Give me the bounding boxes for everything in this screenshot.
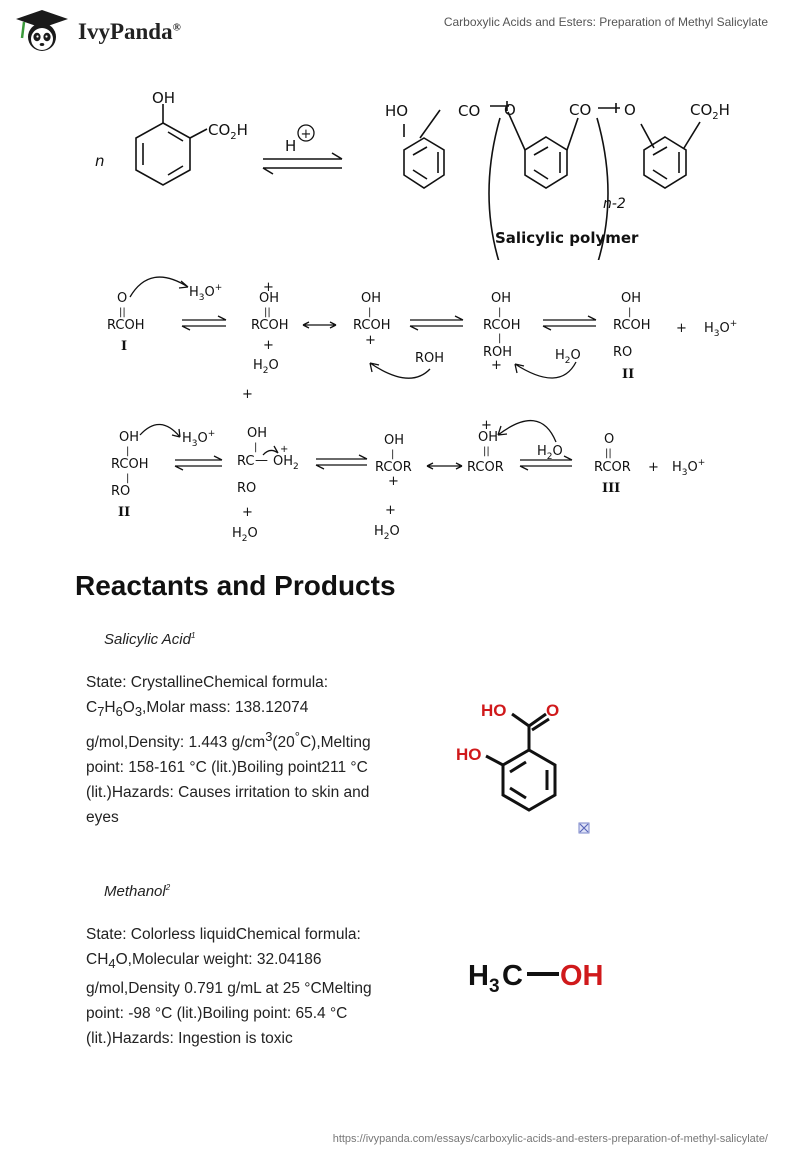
svg-text:OH: OH (478, 430, 499, 445)
svg-text:|: | (254, 442, 258, 453)
svg-text:HO: HO (481, 701, 507, 720)
methanol-oh: OH (560, 960, 604, 992)
svg-text:H3O+: $H_3O^+$ (672, 458, 706, 478)
svg-text:CO2H: $CO_2H$ (208, 121, 248, 142)
compound-name-methanol: Methanol$^2$ (104, 883, 171, 900)
svg-text:+: + (676, 321, 687, 336)
svg-text:|: | (498, 333, 502, 344)
brand-logo[interactable] (14, 8, 204, 54)
svg-text:+: + (365, 333, 376, 348)
svg-text:RCOH: RCOH (483, 318, 521, 333)
svg-text:+: + (242, 387, 253, 402)
svg-text:OH: OH (361, 291, 382, 306)
salicylic-polymer-scheme (0, 80, 800, 260)
panda-logo-icon (14, 8, 74, 54)
svg-text:+: + (280, 444, 289, 455)
svg-text:OH: OH (119, 430, 140, 445)
svg-text:CO: CO (458, 102, 481, 120)
svg-text:OH: OH (259, 291, 280, 306)
svg-text:O: O (546, 701, 560, 720)
svg-text:OH: OH (621, 291, 642, 306)
source-url[interactable]: https://ivypanda.com/essays/carboxylic-acids-and-esters-preparation-of-methyl-salicylate/ (332, 1133, 768, 1145)
compound-description-salicylic-acid: State: CrystallineChemical formula: $C_7H_6O_3,Molar$ mass: 138.12074 g/mol,Density: 1.443 $g/cm^3(20^\circ C),Melting$ point: 158-161 °C (lit.)Boiling point211 °C (lit.)Hazards: Causes irritation to skin and eyes (86, 674, 371, 827)
methanol-h-count: 3 (489, 976, 500, 997)
svg-text:RO: RO (111, 484, 131, 499)
svg-text:RCOH: RCOH (353, 318, 391, 333)
svg-text:O: O (504, 101, 516, 119)
svg-text:|: | (368, 307, 372, 318)
svg-text:|: | (498, 307, 502, 318)
svg-text:RO: RO (237, 481, 257, 496)
svg-text:|: | (126, 473, 130, 484)
svg-text:+: + (263, 280, 274, 295)
svg-text:H3O+: $H_3O^+$ (189, 283, 223, 303)
svg-text:RCOH: RCOH (107, 318, 145, 333)
svg-text:|: | (391, 449, 395, 460)
svg-text:||: || (483, 446, 490, 457)
svg-text:||: || (264, 307, 271, 318)
svg-text:RCOH: RCOH (111, 457, 149, 472)
svg-text:+: + (300, 127, 312, 142)
monomer-coefficient: n (95, 152, 105, 170)
salicylic-acid-structure (440, 690, 600, 840)
svg-text:OH: OH (152, 89, 176, 107)
svg-text:+: + (388, 474, 399, 489)
svg-text:H2O: $H_2O$ (232, 526, 258, 544)
compound-name-salicylic-acid: Salicylic Acid$^1$ (104, 631, 196, 648)
svg-text:H3O+: $H_3O^+$ (704, 319, 738, 339)
svg-text:CO2H: $CO_2H$ (690, 101, 730, 122)
broken-image-icon (577, 821, 591, 835)
panda-nose (40, 43, 45, 46)
repeat-count-label: n-2 (603, 196, 626, 212)
svg-text:OH: OH (247, 426, 268, 441)
svg-text:RCOR: RCOR (375, 460, 412, 475)
svg-text:+: + (481, 418, 492, 433)
svg-text:+: + (385, 503, 396, 518)
methanol-h: H (468, 960, 489, 992)
svg-text:H3O+: $H_3O^+$ (182, 429, 216, 449)
svg-text:|: | (126, 446, 130, 457)
product-label-3: III (602, 481, 621, 496)
svg-text:RCOR: RCOR (467, 460, 504, 475)
methanol-bond (527, 972, 559, 976)
svg-text:RCOR: RCOR (594, 460, 631, 475)
svg-text:|: | (628, 307, 632, 318)
polymer-caption: Salicylic polymer (495, 229, 639, 247)
svg-text:H2O: $H_2O$ (374, 524, 400, 542)
svg-text:OH: OH (384, 433, 405, 448)
svg-text:+: + (648, 460, 659, 475)
svg-text:+: + (263, 338, 274, 353)
svg-text:ROH: ROH (483, 345, 513, 360)
cap-tassel (22, 22, 24, 38)
acid-catalyst: H (285, 137, 297, 155)
svg-text:H2O: $H_2O$ (253, 358, 279, 376)
svg-text:O: O (604, 432, 615, 447)
brand-name: IvyPanda® (78, 19, 181, 44)
svg-text:RCOH: RCOH (251, 318, 289, 333)
intermediate-label-1: I (121, 339, 128, 354)
compound-description-methanol: State: Colorless liquidChemical formula: $CH_4O,Molecular$ weight: 32.04186 g/mol,Density 0.791 g/mL at 25 °CMelting point: -98 °C (lit.)Boiling point: 65.4 °C (lit.)Hazards: Ingestion is toxic (86, 926, 372, 1048)
svg-text:OH2: $OH_2$ (273, 454, 299, 472)
intermediate-label-2: II (622, 367, 635, 382)
page-title: Carboxylic Acids and Esters: Preparation of Methyl Salicylate (443, 15, 768, 29)
svg-text:O: O (117, 291, 128, 306)
svg-text:+: + (491, 358, 502, 373)
svg-text:||: || (605, 448, 612, 459)
svg-text:RO: RO (613, 345, 633, 360)
svg-text:O: O (624, 101, 636, 119)
svg-text:HO: HO (385, 102, 409, 120)
svg-text:||: || (119, 307, 126, 318)
svg-text:RC: RC (237, 454, 255, 469)
section-heading: Reactants and Products (75, 570, 396, 601)
intermediate-label-2b: II (118, 505, 131, 520)
svg-text:ROH: ROH (415, 351, 445, 366)
svg-text:—: — (255, 453, 268, 468)
esterification-mechanism (0, 265, 800, 545)
svg-text:+: + (242, 505, 253, 520)
svg-text:HO: HO (456, 745, 482, 764)
svg-text:CO: CO (569, 101, 592, 119)
svg-text:RCOH: RCOH (613, 318, 651, 333)
svg-text:H2O: $H_2O$ (537, 444, 563, 462)
svg-text:H2O: $H_2O$ (555, 348, 581, 366)
methanol-c: C (502, 960, 523, 992)
methanol-structure (462, 950, 622, 1000)
svg-text:OH: OH (491, 291, 512, 306)
